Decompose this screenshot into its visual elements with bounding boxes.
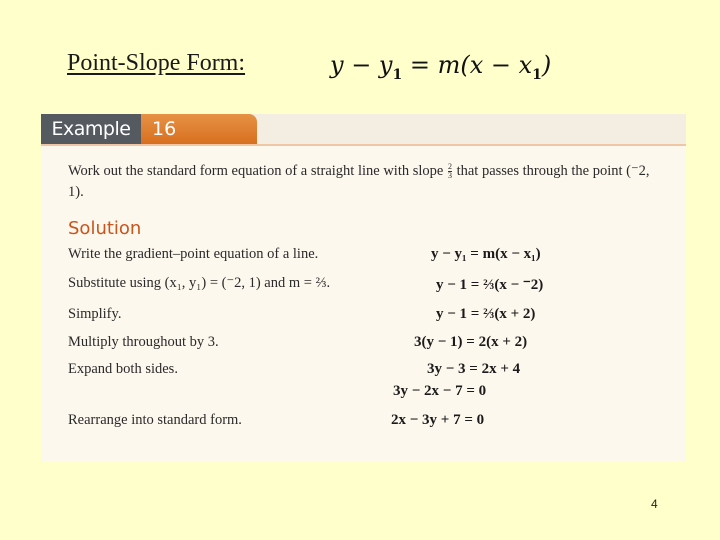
example-card [41, 114, 686, 461]
step-4-math: 3(y − 1) = 2(x + 2) [414, 334, 528, 350]
problem-text-start: Work out the standard form equation of a straight line with slope [68, 163, 447, 179]
step-1-math: y − y₁ = m(x − x₁) [431, 246, 541, 262]
step-3-text: Simplify. [68, 306, 122, 322]
step-5-math: 3y − 3 = 2x + 4 [427, 361, 521, 377]
step-2-text: Substitute using (x₁, y₁) = (⁻2, 1) and m = ⅔. [68, 275, 331, 291]
formula-lhs: y − y [330, 51, 393, 79]
problem-text-end: that passes through the point (⁻2, 1). [68, 163, 650, 200]
formula-rhs: = m(x − x [402, 51, 533, 79]
example-number: 16 [152, 118, 177, 140]
slide-title: Point-Slope Form: [67, 50, 246, 76]
page-number: 4 [651, 497, 658, 511]
step-1-text: Write the gradient–point equation of a line. [68, 246, 319, 262]
formula-close: ) [541, 51, 552, 79]
point-slope-formula [330, 51, 551, 83]
solution-heading: Solution [68, 218, 142, 239]
example-tab-strip [41, 114, 686, 144]
step-7-text: Rearrange into standard form. [68, 412, 242, 428]
step-5-text: Expand both sides. [68, 361, 178, 377]
slope-fraction [448, 163, 452, 180]
step-7-math: 2x − 3y + 7 = 0 [391, 412, 485, 428]
slope-denominator: 3 [447, 171, 452, 181]
step-2-math: y − 1 = ⅔(x − ⁻2) [436, 277, 544, 293]
step-4-text: Multiply throughout by 3. [68, 334, 219, 350]
formula-rhs-subscript: 1 [532, 66, 542, 83]
formula-lhs-subscript: 1 [392, 66, 403, 83]
example-body [41, 144, 686, 463]
example-tab [41, 114, 257, 144]
example-label: Example [41, 114, 141, 144]
slope-numerator: 2 [447, 162, 452, 172]
step-3-math: y − 1 = ⅔(x + 2) [436, 306, 536, 322]
problem-statement [68, 161, 668, 203]
step-6-math: 3y − 2x − 7 = 0 [393, 383, 487, 399]
